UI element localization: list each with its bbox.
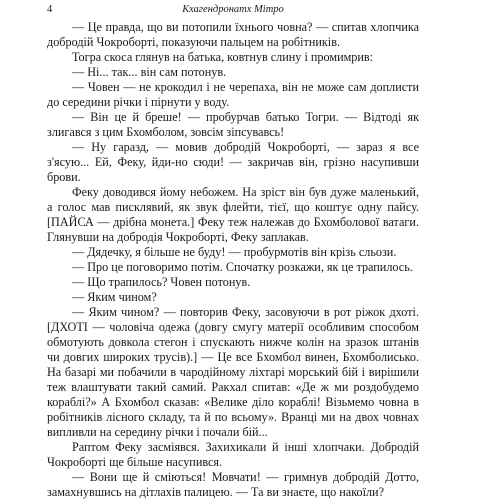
paragraph: — Яким чином? — повторив Феку, засовуючи в рот ріжок дхоті. [ДХОТІ — чоловіча одежа (довгу смугу матерії особливим способом обмотують довкола стегон і спускають нижче колін на зразок штанів чи довгих широких трусів).] — Це все Бхомбол винен, Бхомболисько. На базарі ми побачили в чародійному ліхтарі морський бій і вирішили теж влаштувати такий самий. Ракхал спитав: «Де ж ми роздобудемо кораблі?» А Бхомбол сказав: «Велике діло кораблі! Візьмемо човна в робітників лісного складу, та й по всьому». Вранці ми на двох човнах випливли на середину річки і почали бій...	[47, 305, 419, 439]
paragraph: Раптом Феку засміявся. Захихикали й інші хлопчаки. Добродій Чокроборті ще більше насупився.	[47, 440, 419, 469]
paragraph: — Човен — не крокодил і не черепаха, він не може сам доплисти до середини річки і пірнути у воду.	[47, 80, 419, 109]
paragraph: — Ні... так... він сам потонув.	[72, 65, 227, 79]
paragraph: — Ну гаразд, — мовив добродій Чокроборті, — зараз я все з'ясую... Ей, Феку, йди-но сюди! — закричав він, грізно насупивши брови.	[47, 140, 419, 184]
paragraph: — Це правда, що ви потопили їхнього човна? — спитав хлопчика добродій Чокроборті, показуючи пальцем на робітників.	[47, 20, 419, 49]
body-text	[47, 20, 419, 500]
paragraph: — Дядечку, я більше не буду! — пробурмотів він крізь сльози.	[72, 245, 397, 259]
paragraph: — Він це й бреше! — пробурчав батько Тогри. — Відтоді як злигався з цим Бхомболом, зовсім зіпсувавсь!	[47, 110, 419, 139]
paragraph: — Що трапилось? Човен потонув.	[72, 275, 251, 289]
paragraph: — Вони ще й сміються! Мовчати! — гримнув добродій Дотто, замахнувшись на дітлахів палицею. — Та ви знаєте, що накоїли?	[47, 470, 419, 499]
book-page	[47, 0, 419, 500]
paragraph: Феку доводився йому небожем. На зріст він був дуже маленький, а голос мав писклявий, як звук флейти, тієї, що коштує одну пайсу. [ПАЙСА — дрібна монета.] Феку теж належав до Бхомболової ватаги. Глянувши на добродія Чокроборті, Феку заплакав.	[47, 185, 419, 244]
running-head	[47, 2, 419, 20]
paragraph: — Про це поговоримо потім. Спочатку розкажи, як це трапилось.	[72, 260, 413, 274]
paragraph: — Яким чином?	[72, 290, 157, 304]
page-number: 4	[47, 4, 53, 15]
paragraph: Тогра скоса глянув на батька, ковтнув слину і промимрив:	[72, 50, 374, 64]
book-title: Кхагендронатх Мітро	[182, 4, 284, 15]
